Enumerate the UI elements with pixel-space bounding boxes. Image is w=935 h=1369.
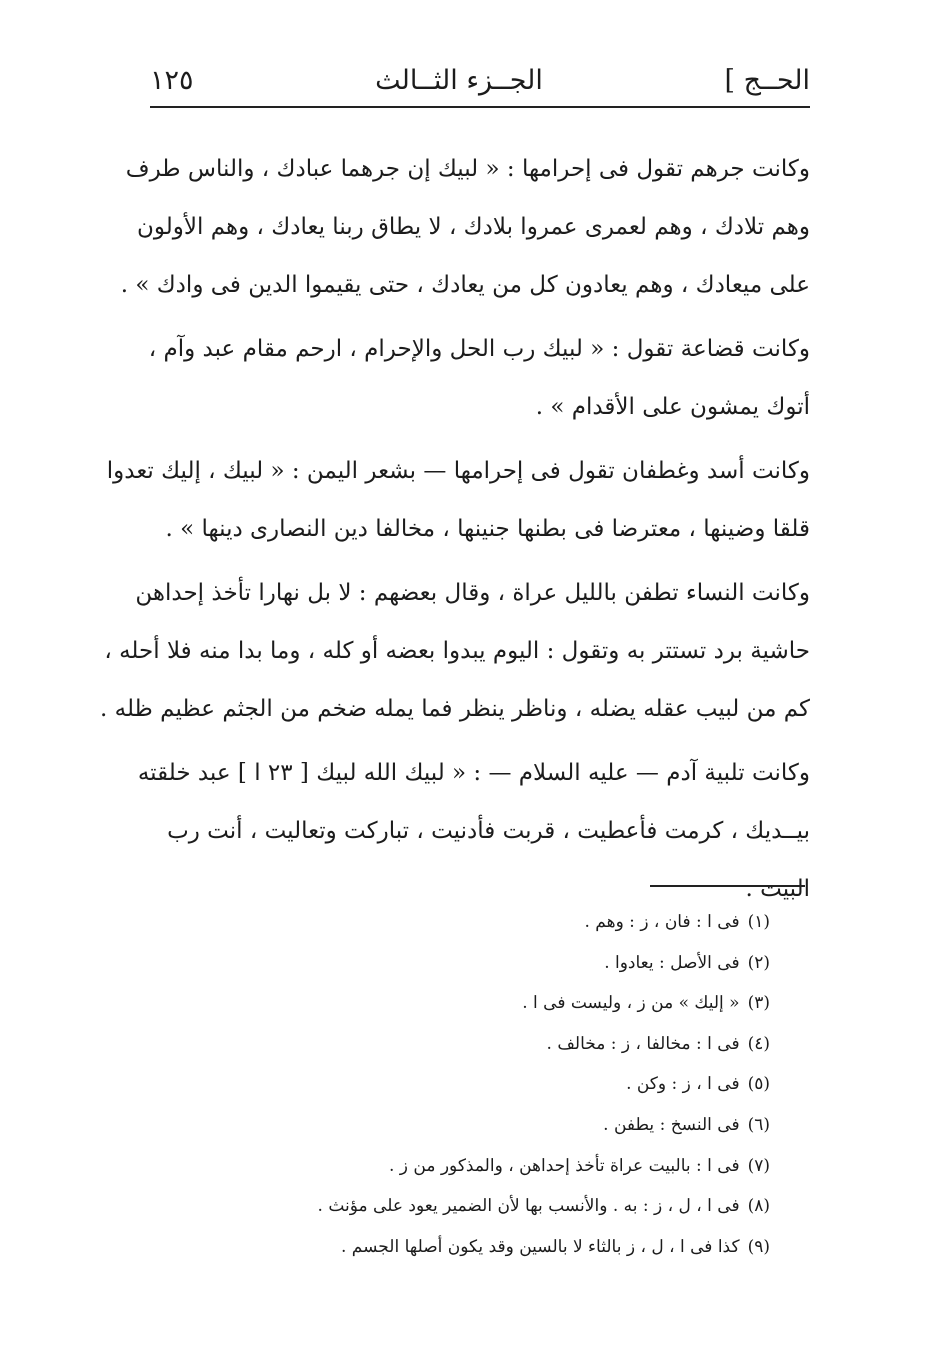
footnote [290, 943, 770, 984]
footnote-text: فى الأصل : يعادوا . [604, 952, 740, 973]
text-line: البيت . [745, 876, 810, 902]
footnote-number: (٨) [747, 1196, 770, 1217]
footnotes [290, 902, 770, 1267]
footnote-text: فى النسخ : يطفن . [603, 1114, 740, 1135]
footnote-text: فى ا : بالبيت عراة تأخذ إحداهن ، والمذكور من ز . [388, 1155, 740, 1176]
footnote-text: « إليك » من ز ، وليست فى ا . [522, 993, 740, 1014]
footnote-number: (٣) [747, 993, 770, 1014]
footnote-number: (٦) [747, 1114, 770, 1135]
footnote-text: فى ا : مخالفا ، ز : مخالف . [546, 1033, 740, 1054]
footnote-text: فى ا ، ز : وكن . [626, 1074, 740, 1095]
footnote [290, 902, 770, 943]
footnote-text: كذا فى ا ، ل ، ز بالثاء لا بالسين وقد يكون أصلها الجسم . [341, 1236, 740, 1257]
text-line: وكانت تلبية آدم — عليه السلام — : « لبيك الله لبيك [ ٢٣ ا ] عبد خلقته [137, 760, 810, 786]
footnote [290, 1024, 770, 1065]
paragraph-adam [137, 744, 810, 918]
footnote-text: فى ا ، ل ، ز : به . والأنسب بها لأن الضمير يعود على مؤنث . [317, 1196, 740, 1217]
chapter-title: الحــج ] [724, 64, 810, 96]
footnote-number: (٧) [747, 1155, 770, 1176]
text-line: قلقا وضينها ، معترضا فى بطنها جنينها ، مخالفا دين النصارى دينها » . [165, 516, 810, 542]
paragraph-jurhum [120, 140, 810, 314]
text-line: وكانت أسد وغطفان تقول فى إحرامها — بشعر اليمن : « لبيك ، إليك تعدوا [106, 458, 810, 484]
text-line: وهم تلادك ، وهم لعمرى عمروا بلادك ، لا يطاق ربنا يعادك ، وهم الأولون [137, 214, 810, 240]
footnote [290, 983, 770, 1024]
paragraph-qudaa [148, 320, 810, 436]
footnote [290, 1105, 770, 1146]
page-header [150, 55, 810, 105]
paragraph-women [99, 564, 810, 738]
text-line: كم من لبيب عقله يضله ، وناظر ينظر فما يمله ضخم من الجثم عظيم ظله . [99, 696, 810, 722]
text-line: بيــديك ، كرمت فأعطيت ، قربت فأدنيت ، تباركت وتعاليت ، أنت رب [167, 818, 810, 844]
footnote-number: (١) [747, 912, 770, 932]
paragraph-asad-ghatafan [106, 442, 810, 558]
text-line: على ميعادك ، وهم يعادون كل من يعادك ، حتى يقيموا الدين فى وادك » . [120, 272, 810, 298]
footnote [290, 1064, 770, 1105]
footnote [290, 1146, 770, 1187]
part-title: الجــزء الثــالث [375, 64, 543, 96]
page-number: ١٢٥ [150, 64, 194, 96]
text-line: وكانت قضاعة تقول : « لبيك رب الحل والإحرام ، ارحم مقام عبد وآم ، [148, 336, 810, 362]
header-rule [150, 106, 810, 108]
footnote-text: فى ا : فان ، ز : وهم . [584, 912, 740, 932]
footnote [290, 1227, 770, 1268]
footnote-number: (٤) [747, 1033, 770, 1054]
main-text [99, 140, 810, 918]
text-line: أتوك يمشون على الأقدام » . [535, 394, 810, 420]
footnote [290, 1186, 770, 1227]
text-line: حاشية برد تستتر به وتقول : اليوم يبدوا بعضه أو كله ، وما بدا منه فلا أحله ، [104, 638, 810, 664]
footnote-number: (٥) [747, 1074, 770, 1095]
text-line: وكانت جرهم تقول فى إحرامها : « لبيك إن جرهما عبادك ، والناس طرف [125, 156, 810, 182]
footnote-number: (٩) [747, 1236, 770, 1257]
footnote-separator [650, 885, 805, 887]
text-line: وكانت النساء تطفن بالليل عراة ، وقال بعضهم : لا بل نهارا تأخذ إحداهن [135, 580, 810, 606]
footnote-number: (٢) [747, 952, 770, 973]
